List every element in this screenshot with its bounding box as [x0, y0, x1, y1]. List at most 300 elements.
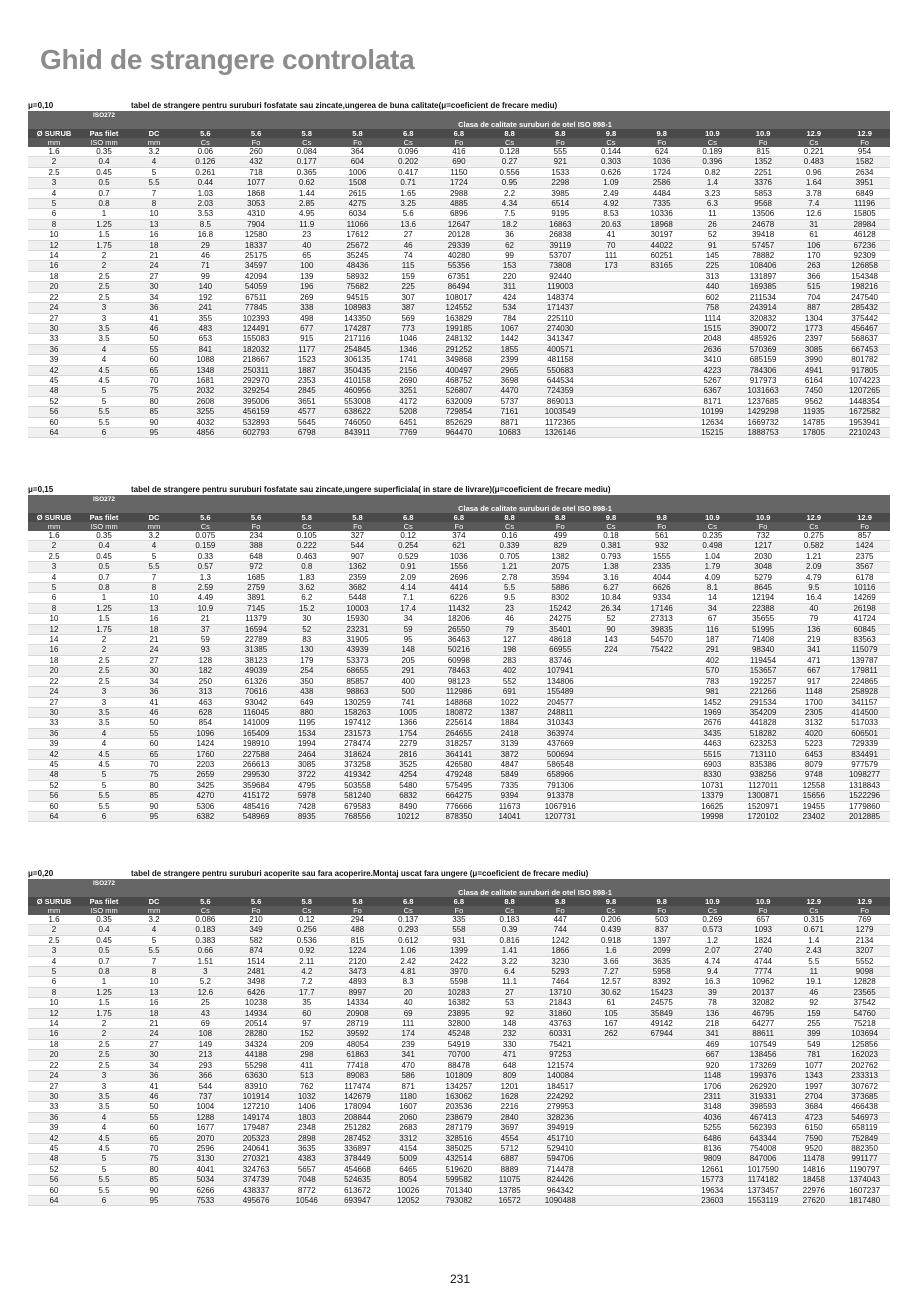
- table-cell: 5712: [484, 1143, 535, 1153]
- table-cell: 3498: [231, 977, 282, 987]
- table-cell: 98123: [434, 676, 485, 686]
- table-cell: 0.261: [180, 167, 231, 177]
- table-cell: 217116: [332, 334, 383, 344]
- table-cell: 0.7: [80, 188, 128, 198]
- table-cell: 991177: [839, 1154, 890, 1164]
- table-cell: 5978: [281, 791, 332, 801]
- table-cell: 18968: [636, 219, 687, 229]
- table-cell: 2.5: [80, 292, 128, 302]
- table-cell: 18337: [231, 240, 282, 250]
- table-cell: 6.2: [281, 593, 332, 603]
- header-unit: mm: [128, 522, 180, 531]
- table-cell: 149174: [231, 1112, 282, 1122]
- table-row: [28, 323, 890, 333]
- table-cell: [636, 749, 687, 759]
- table-cell: 1.6: [28, 915, 80, 925]
- table-cell: 36: [128, 687, 180, 697]
- table-cell: 1994: [281, 739, 332, 749]
- table-cell: 79: [484, 624, 535, 634]
- table-row: [28, 1102, 890, 1112]
- table-cell: 3255: [180, 407, 231, 417]
- table-cell: 0.4: [80, 925, 128, 935]
- header-thread-pitch: Pas filet: [80, 897, 128, 906]
- table-cell: 27313: [636, 614, 687, 624]
- table-cell: [586, 1039, 637, 1049]
- table-cell: 414500: [839, 707, 890, 717]
- table-cell: 5208: [383, 407, 434, 417]
- table-cell: 341: [687, 1029, 738, 1039]
- table-cell: 70: [128, 1143, 180, 1153]
- table-cell: 388: [231, 541, 282, 551]
- header-grade: 8.8: [484, 513, 535, 522]
- header-unit: mm: [28, 138, 80, 147]
- table-cell: 3048: [738, 562, 789, 572]
- table-cell: 5: [128, 167, 180, 177]
- header-grade: 5.6: [231, 513, 282, 522]
- table-cell: [636, 801, 687, 811]
- table-cell: 679583: [332, 801, 383, 811]
- table-cell: 61863: [332, 1050, 383, 1060]
- header-grade: 5.8: [332, 129, 383, 138]
- table-cell: 108406: [738, 261, 789, 271]
- table-cell: 1022: [484, 697, 535, 707]
- table-cell: 1036: [636, 157, 687, 167]
- table-cell: 1148: [788, 687, 839, 697]
- table-cell: 7.27: [586, 967, 637, 977]
- table-cell: 8.53: [586, 209, 637, 219]
- table-cell: 12558: [788, 780, 839, 790]
- table-cell: 21: [128, 251, 180, 261]
- table-cell: 6: [80, 811, 128, 821]
- table-cell: 64: [28, 811, 80, 821]
- table-cell: 88611: [738, 1029, 789, 1039]
- table-cell: 16594: [231, 624, 282, 634]
- header-value-kind: Fo: [839, 522, 890, 531]
- table-cell: 12647: [434, 219, 485, 229]
- table-cell: [636, 323, 687, 333]
- table-cell: 602: [687, 292, 738, 302]
- table-cell: 4.5: [80, 749, 128, 759]
- table-cell: 555: [535, 147, 586, 157]
- table-cell: 2704: [788, 1091, 839, 1101]
- table-cell: 26: [687, 219, 738, 229]
- table-row: [28, 635, 890, 645]
- header-value-kind: Fo: [332, 138, 383, 147]
- table-cell: 4.34: [484, 199, 535, 209]
- table-cell: 17805: [788, 427, 839, 437]
- table-cell: 3376: [738, 178, 789, 188]
- table-cell: 199185: [434, 323, 485, 333]
- table-cell: [586, 303, 637, 313]
- table-cell: 0.126: [180, 157, 231, 167]
- header-value-kind: Fo: [231, 138, 282, 147]
- table-cell: 1326146: [535, 427, 586, 437]
- table-cell: 1174182: [738, 1175, 789, 1185]
- table-cell: 2816: [383, 749, 434, 759]
- table-cell: 648: [231, 551, 282, 561]
- table-cell: 341347: [535, 334, 586, 344]
- table-cell: [636, 303, 687, 313]
- table-cell: 250: [180, 676, 231, 686]
- table-cell: 1555: [636, 551, 687, 561]
- table-cell: 1803: [281, 1112, 332, 1122]
- table-row: [28, 666, 890, 676]
- table-cell: 718: [231, 167, 282, 177]
- table-cell: [636, 1175, 687, 1185]
- table-cell: 917: [788, 676, 839, 686]
- table-cell: 2353: [281, 375, 332, 385]
- table-cell: 606501: [839, 728, 890, 738]
- table-cell: 12661: [687, 1164, 738, 1174]
- table-cell: 1.04: [687, 551, 738, 561]
- table-cell: 198910: [231, 739, 282, 749]
- table-cell: 30: [128, 666, 180, 676]
- table-cell: 77845: [231, 303, 282, 313]
- table-cell: 117474: [332, 1081, 383, 1091]
- table-cell: 0.4: [80, 541, 128, 551]
- table-cell: 46: [383, 240, 434, 250]
- table-cell: 657: [738, 915, 789, 925]
- table-cell: 16572: [484, 1195, 535, 1205]
- table-cell: 10026: [383, 1185, 434, 1195]
- table-cell: [586, 1143, 637, 1153]
- table-row: [28, 303, 890, 313]
- table-cell: 15656: [788, 791, 839, 801]
- table-cell: 400497: [434, 365, 485, 375]
- header-blank: [28, 504, 180, 513]
- table-cell: 1304: [788, 313, 839, 323]
- table-cell: 7.2: [281, 977, 332, 987]
- table-cell: 1.6: [586, 946, 637, 956]
- table-cell: 8: [28, 219, 80, 229]
- table-cell: 500694: [535, 749, 586, 759]
- table-cell: 8171: [687, 396, 738, 406]
- header-iso-standard: ISO272: [80, 879, 128, 888]
- table-cell: 274030: [535, 323, 586, 333]
- table-cell: 1036: [434, 551, 485, 561]
- header-grade: 6.8: [383, 513, 434, 522]
- table-cell: 6486: [687, 1133, 738, 1143]
- table-cell: 0.529: [383, 551, 434, 561]
- table-cell: 64: [28, 427, 80, 437]
- table-cell: 4.5: [80, 365, 128, 375]
- table-cell: 1533: [535, 167, 586, 177]
- table-cell: 624: [636, 147, 687, 157]
- table-row: [28, 935, 890, 945]
- table-cell: 16: [28, 261, 80, 271]
- header-grade: 9.8: [636, 129, 687, 138]
- table-cell: 481158: [535, 355, 586, 365]
- table-cell: 6903: [687, 759, 738, 769]
- table-cell: [636, 1123, 687, 1133]
- table-cell: 11478: [788, 1154, 839, 1164]
- table-cell: 7774: [738, 967, 789, 977]
- table-cell: 2690: [383, 375, 434, 385]
- table-cell: 39: [687, 987, 738, 997]
- table-cell: 5.5: [80, 1175, 128, 1185]
- table-cell: [636, 718, 687, 728]
- table-cell: 1006: [332, 167, 383, 177]
- table-cell: 1074223: [839, 375, 890, 385]
- table-cell: 1090488: [535, 1195, 586, 1205]
- table-cell: 2: [80, 1019, 128, 1029]
- table-cell: 75: [128, 770, 180, 780]
- table-cell: 34: [383, 614, 434, 624]
- table-cell: 9.5: [788, 583, 839, 593]
- table-cell: 5515: [687, 749, 738, 759]
- table-cell: [586, 1154, 637, 1164]
- table-cell: 977579: [839, 759, 890, 769]
- table-cell: [586, 1071, 637, 1081]
- table-cell: 3312: [383, 1133, 434, 1143]
- table-cell: 22388: [738, 603, 789, 613]
- friction-coefficient-label: μ=0,10: [28, 101, 54, 110]
- table-cell: 548969: [231, 811, 282, 821]
- table-cell: 913378: [535, 791, 586, 801]
- table-cell: [586, 417, 637, 427]
- table-cell: 3: [80, 1081, 128, 1091]
- table-cell: 644534: [535, 375, 586, 385]
- table-cell: 70700: [434, 1050, 485, 1060]
- table-cell: 4.5: [80, 1143, 128, 1153]
- table-row: [28, 199, 890, 209]
- table-cell: 16863: [535, 219, 586, 229]
- table-cell: 329254: [231, 386, 282, 396]
- table-cell: 4554: [484, 1133, 535, 1143]
- table-cell: 2305: [788, 707, 839, 717]
- table-cell: 30197: [636, 230, 687, 240]
- table-cell: 4577: [281, 407, 332, 417]
- table-cell: 2397: [788, 334, 839, 344]
- header-grade: 12.9: [788, 897, 839, 906]
- table-cell: 248132: [434, 334, 485, 344]
- table-cell: 6426: [231, 987, 282, 997]
- table-cell: 2279: [383, 739, 434, 749]
- table-cell: [636, 707, 687, 717]
- table-cell: 6849: [839, 188, 890, 198]
- table-cell: 0.612: [383, 935, 434, 945]
- table-cell: 74: [383, 251, 434, 261]
- table-cell: 2030: [738, 551, 789, 561]
- table-row: [28, 282, 890, 292]
- table-cell: 0.365: [281, 167, 332, 177]
- table-cell: 101914: [231, 1091, 282, 1101]
- header-grade: 9.8: [636, 897, 687, 906]
- table-cell: 92: [484, 1008, 535, 1018]
- table-cell: 419342: [332, 770, 383, 780]
- table-cell: 14041: [484, 811, 535, 821]
- table-cell: 824426: [535, 1175, 586, 1185]
- table-cell: 355: [180, 313, 231, 323]
- table-cell: 170: [788, 251, 839, 261]
- table-cell: 45: [28, 1143, 80, 1153]
- table-cell: 307: [383, 292, 434, 302]
- table-cell: 2740: [738, 946, 789, 956]
- table-cell: 320832: [738, 313, 789, 323]
- table-cell: 8: [128, 199, 180, 209]
- table-cell: [636, 271, 687, 281]
- header-grade: 9.8: [636, 513, 687, 522]
- table-cell: 116045: [231, 707, 282, 717]
- table-cell: [586, 1050, 637, 1060]
- table-cell: 0.177: [281, 157, 332, 167]
- table-cell: 24678: [738, 219, 789, 229]
- table-cell: 570369: [738, 344, 789, 354]
- table-row: [28, 541, 890, 551]
- header-bolt-diameter: Ø SURUB: [28, 513, 80, 522]
- table-row: [28, 1112, 890, 1122]
- table-cell: 499: [535, 531, 586, 541]
- table-cell: 56: [28, 1175, 80, 1185]
- table-cell: 243914: [738, 303, 789, 313]
- table-cell: 5.5: [128, 178, 180, 188]
- table-cell: 3684: [788, 1102, 839, 1112]
- table-cell: 3053: [231, 199, 282, 209]
- table-cell: 1397: [636, 935, 687, 945]
- table-cell: 26838: [535, 230, 586, 240]
- table-cell: 173269: [738, 1060, 789, 1070]
- table-cell: 2696: [434, 572, 485, 582]
- table-cell: 335: [434, 915, 485, 925]
- table-cell: 3567: [839, 562, 890, 572]
- table-cell: 319331: [738, 1091, 789, 1101]
- table-cell: 336897: [332, 1143, 383, 1153]
- table-cell: 1520971: [738, 801, 789, 811]
- table-cell: 338: [281, 303, 332, 313]
- table-cell: 2298: [535, 178, 586, 188]
- table-cell: 83910: [231, 1081, 282, 1091]
- table-cell: 131897: [738, 271, 789, 281]
- table-cell: 690: [434, 157, 485, 167]
- table-cell: 16: [28, 645, 80, 655]
- table-cell: 0.417: [383, 167, 434, 177]
- table-cell: 4: [28, 572, 80, 582]
- table-cell: 5.5: [80, 791, 128, 801]
- table-cell: 732: [738, 531, 789, 541]
- table-cell: 1207731: [535, 811, 586, 821]
- table-cell: [586, 386, 637, 396]
- table-cell: 1522296: [839, 791, 890, 801]
- table-cell: 53707: [535, 251, 586, 261]
- table-cell: 1088: [180, 355, 231, 365]
- table-cell: 1177: [281, 344, 332, 354]
- table-cell: 5.6: [383, 209, 434, 219]
- table-cell: 1773: [788, 323, 839, 333]
- table-cell: 0.35: [80, 531, 128, 541]
- table-cell: 95: [383, 635, 434, 645]
- table-cell: 2335: [636, 562, 687, 572]
- table-cell: 0.44: [180, 178, 231, 188]
- table-cell: 432: [231, 157, 282, 167]
- table-cell: 801782: [839, 355, 890, 365]
- table-cell: 60845: [839, 624, 890, 634]
- table-cell: 341: [788, 645, 839, 655]
- header-quality-class: Clasa de calitate suruburi de otel ISO 898-1: [180, 888, 890, 897]
- table-cell: 4: [80, 355, 128, 365]
- table-cell: 2481: [231, 967, 282, 977]
- table-row: [28, 1060, 890, 1070]
- table-cell: [636, 811, 687, 821]
- table-cell: 269: [281, 292, 332, 302]
- table-row: [28, 1143, 890, 1153]
- table-cell: 163062: [434, 1091, 485, 1101]
- table-cell: 29: [180, 240, 231, 250]
- table-row: [28, 791, 890, 801]
- table-cell: 3990: [788, 355, 839, 365]
- table-row: [28, 987, 890, 997]
- table-cell: 165409: [231, 728, 282, 738]
- table-cell: 143350: [332, 313, 383, 323]
- table-cell: 11379: [231, 614, 282, 624]
- table-cell: 14816: [788, 1164, 839, 1174]
- table-cell: 0.206: [586, 915, 637, 925]
- table-cell: 310343: [535, 718, 586, 728]
- table-cell: 42094: [231, 271, 282, 281]
- table-cell: 2596: [180, 1143, 231, 1153]
- table-cell: 1.6: [28, 147, 80, 157]
- table-cell: 105: [586, 1008, 637, 1018]
- table-row: [28, 956, 890, 966]
- table-row: [28, 188, 890, 198]
- table-cell: 0.483: [788, 157, 839, 167]
- table-cell: 22976: [788, 1185, 839, 1195]
- table-cell: 39835: [636, 624, 687, 634]
- table-cell: [586, 282, 637, 292]
- table-cell: 44188: [231, 1050, 282, 1060]
- table-cell: 907: [332, 551, 383, 561]
- table-cell: 12: [28, 624, 80, 634]
- table-cell: 3473: [332, 967, 383, 977]
- table-cell: 6034: [332, 209, 383, 219]
- table-cell: [636, 1071, 687, 1081]
- table-cell: 95: [128, 1195, 180, 1205]
- table-cell: 75218: [839, 1019, 890, 1029]
- table-cell: 485926: [738, 334, 789, 344]
- table-cell: 1887: [281, 365, 332, 375]
- table-cell: 63630: [231, 1071, 282, 1081]
- table-cell: 784: [484, 313, 535, 323]
- table-cell: 78463: [434, 666, 485, 676]
- friction-coefficient-label: μ=0,20: [28, 869, 54, 878]
- table-cell: 30: [281, 614, 332, 624]
- table-cell: 112986: [434, 687, 485, 697]
- table-cell: 233313: [839, 1071, 890, 1081]
- table-cell: 8079: [788, 759, 839, 769]
- table-cell: 390072: [738, 323, 789, 333]
- table-cell: 2.5: [28, 167, 80, 177]
- table-cell: 1607: [383, 1102, 434, 1112]
- header-unit: mm: [28, 522, 80, 531]
- table-cell: 2759: [231, 583, 282, 593]
- table-cell: 438: [281, 687, 332, 697]
- table-cell: 1.5: [80, 998, 128, 1008]
- table-cell: [636, 1102, 687, 1112]
- table-cell: 6453: [788, 749, 839, 759]
- table-cell: 3697: [484, 1123, 535, 1133]
- table-row: [28, 386, 890, 396]
- table-cell: 75: [128, 1154, 180, 1164]
- table-cell: 1366: [383, 718, 434, 728]
- table-cell: 4744: [738, 956, 789, 966]
- table-row: [28, 562, 890, 572]
- table-cell: 2418: [484, 728, 535, 738]
- table-cell: 18: [128, 1008, 180, 1018]
- table-cell: 621: [434, 541, 485, 551]
- table-cell: 3207: [839, 946, 890, 956]
- table-cell: 350: [281, 676, 332, 686]
- table-cell: 95: [128, 427, 180, 437]
- table-cell: 5.5: [484, 583, 535, 593]
